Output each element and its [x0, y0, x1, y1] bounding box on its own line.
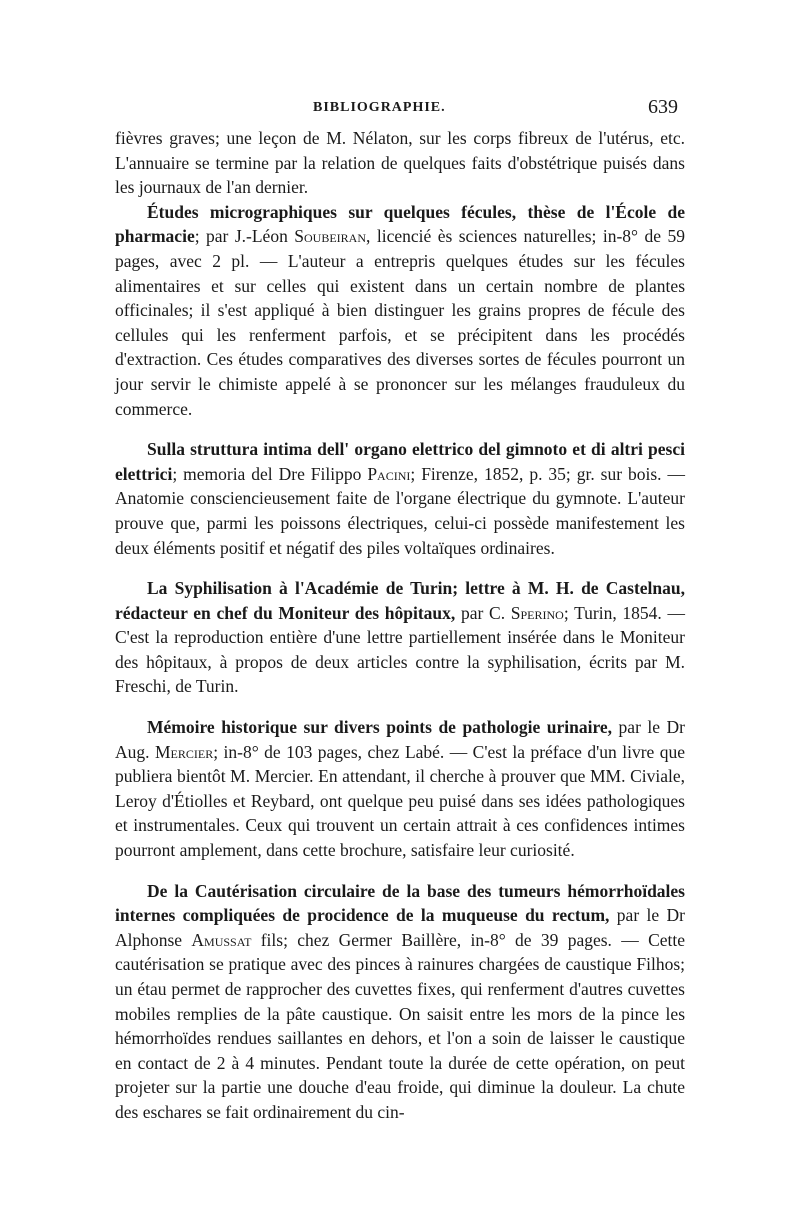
entry-title: Sulla struttura intima dell' organo elettrico del gimnoto et di altri pesci elettrici [115, 439, 685, 484]
entry-title: De la Cautérisation circulaire de la base des tumeurs hémorrhoïdales internes compliquées de procidence de la muqueuse du rectum, [115, 880, 685, 926]
page-header [113, 96, 678, 120]
entry-text: ; Turin, 1854. — C'est la reproduction entière d'une lettre partiellement insérée dans le Moniteur des hôpitaux, à propos de deux articles contre la syphilisation, écrits par M. Freschi, de Turin. [115, 602, 685, 697]
entry-title: La Syphilisation à l'Académie de Turin; lettre à M. H. de Castelnau, rédacteur en chef du Moniteur des hôpitaux, [115, 578, 685, 623]
entry-author: Soubeiran [294, 226, 367, 247]
running-head: BIBLIOGRAPHIE. [313, 100, 446, 115]
entry-title: Mémoire historique sur divers points de pathologie urinaire, [147, 717, 613, 738]
entry-author: Pacini [367, 463, 411, 484]
bibliography-entry [115, 879, 685, 1125]
entry-byline: par le Dr Alphonse [115, 905, 685, 950]
bibliography-entry [115, 437, 685, 560]
entry-byline: ; memoria del Dre Filippo [172, 463, 368, 484]
entry-byline: par le Dr Aug. [115, 717, 685, 762]
entry-title: Études micrographiques sur quelques fécules, thèse de l'École de pharmacie [115, 201, 685, 247]
bibliography-entry [115, 715, 685, 863]
entry-author: Mercier [154, 741, 214, 762]
entry-text: fils; chez Germer Baillère, in-8° de 39 pages. — Cette cautérisation se pratique avec des pinces à rainures chargées de caustique Filhos; un étau permet de rapprocher des cuvettes fixes, qui renferment d'autres cuvettes mobiles remplies de la pâte caustique. On saisit entre les mors de la pince les hémorrhoïdes rendues saillantes en dehors, et l'on a soin de laisser le caustique en contact de 2 à 4 minutes. Pendant toute la durée de cette opération, on peut projeter sur la partie une douche d'eau froide, qui diminue la douleur. La chute des eschares se fait ordinairement du cin- [115, 929, 685, 1122]
entry-text: , licencié ès sciences naturelles; in-8° de 59 pages, avec 2 pl. — L'auteur a entrepris quelques études sur les fécules alimentaires et sur celles qui existent dans un certain nombre de plantes officinales; il s'est appliqué à bien distinguer les grains propres de fécule des cellules qui les renferment parfois, et se précipitent dans les procédés d'extraction. Ces études comparatives des diverses sortes de fécules pourront un jour servir le chimiste appelé à se prononcer sur les mélanges frauduleux du commerce. [115, 226, 685, 419]
continuation-paragraph: fièvres graves; une leçon de M. Nélaton, sur les corps fibreux de l'utérus, etc. L'annuaire se termine par la relation de quelques faits d'obstétrique puisés dans les journaux de l'an dernier. [115, 128, 685, 198]
entry-byline: par C. [455, 602, 511, 623]
entry-byline: ; par J.-Léon [194, 226, 295, 247]
entry-text: ; in-8° de 103 pages, chez Labé. — C'est la préface d'un livre que publiera bientôt M. Mercier. En attendant, il cherche à prouver que MM. Civiale, Leroy d'Étiolles et Reybard, ont quelque peu puisé dans ses idées pathologiques et instrumentales. Ceux qui trouvent un certain attrait à ces confidences intimes pourront amplement, dans cette brochure, satisfaire leur curiosité. [115, 741, 685, 861]
page-number: 639 [648, 96, 678, 118]
entry-author: Amussat [191, 929, 252, 950]
bibliography-entry [115, 576, 685, 699]
body-text [115, 126, 685, 1125]
entry-text: ; Firenze, 1852, p. 35; gr. sur bois. — Anatomie consciencieusement faite de l'organe électrique du gymnote. L'auteur prouve que, parmi les poissons électriques, celui-ci possède manifestement les deux éléments positif et négatif des piles voltaïques ordinaires. [115, 463, 686, 558]
bibliography-entry [115, 200, 685, 421]
entry-author: Sperino [510, 602, 564, 623]
